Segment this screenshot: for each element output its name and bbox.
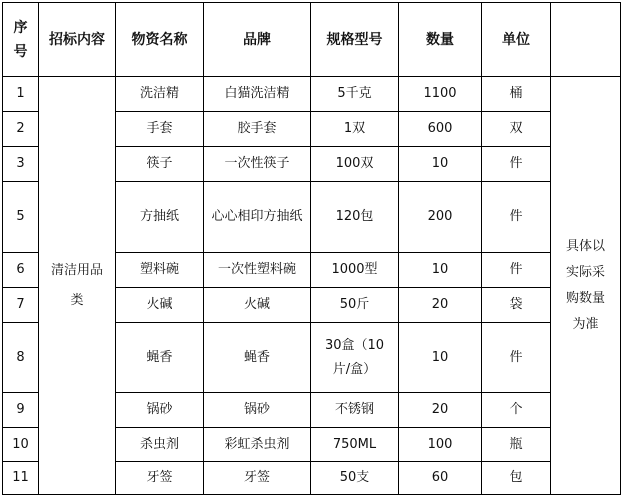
cell-unit: 双 [482, 112, 551, 147]
header-spec: 规格型号 [311, 3, 399, 77]
cell-brand: 胶手套 [204, 112, 311, 147]
cell-brand: 彩虹杀虫剂 [204, 428, 311, 462]
cell-unit: 件 [482, 147, 551, 182]
header-unit: 单位 [482, 3, 551, 77]
cell-unit: 件 [482, 182, 551, 253]
cell-spec: 750ML [311, 428, 399, 462]
cell-item: 塑料碗 [116, 253, 204, 288]
cell-qty: 200 [399, 182, 482, 253]
cell-qty: 10 [399, 323, 482, 393]
cell-seq: 8 [3, 323, 39, 393]
cell-spec: 30盒（10片/盒） [311, 323, 399, 393]
cell-item: 手套 [116, 112, 204, 147]
cell-qty: 600 [399, 112, 482, 147]
cell-seq: 2 [3, 112, 39, 147]
cell-brand: 锅砂 [204, 393, 311, 428]
cell-spec: 1000型 [311, 253, 399, 288]
cell-item: 蝇香 [116, 323, 204, 393]
cell-seq: 9 [3, 393, 39, 428]
cell-spec: 5千克 [311, 77, 399, 112]
cell-brand: 白猫洗洁精 [204, 77, 311, 112]
cell-seq: 3 [3, 147, 39, 182]
cell-seq: 1 [3, 77, 39, 112]
cell-brand: 心心相印方抽纸 [204, 182, 311, 253]
cell-qty: 1100 [399, 77, 482, 112]
cell-unit: 桶 [482, 77, 551, 112]
cell-qty: 20 [399, 288, 482, 323]
cell-brand: 牙签 [204, 462, 311, 495]
cell-brand: 蝇香 [204, 323, 311, 393]
cell-seq: 7 [3, 288, 39, 323]
cell-unit: 瓶 [482, 428, 551, 462]
cell-qty: 10 [399, 147, 482, 182]
header-brand: 品牌 [204, 3, 311, 77]
cell-qty: 10 [399, 253, 482, 288]
header-note [551, 3, 621, 77]
cell-spec: 120包 [311, 182, 399, 253]
header-item: 物资名称 [116, 3, 204, 77]
cell-spec: 50支 [311, 462, 399, 495]
cell-item: 牙签 [116, 462, 204, 495]
cell-item: 锅砂 [116, 393, 204, 428]
cell-seq: 6 [3, 253, 39, 288]
cell-qty: 100 [399, 428, 482, 462]
cell-qty: 20 [399, 393, 482, 428]
table-row [3, 77, 621, 112]
cell-unit: 件 [482, 323, 551, 393]
cell-unit: 包 [482, 462, 551, 495]
cell-seq: 5 [3, 182, 39, 253]
cell-seq: 11 [3, 462, 39, 495]
header-category: 招标内容 [39, 3, 116, 77]
cell-spec: 100双 [311, 147, 399, 182]
cell-item: 火碱 [116, 288, 204, 323]
cell-unit: 件 [482, 253, 551, 288]
header-seq: 序号 [3, 3, 39, 77]
cell-brand: 一次性筷子 [204, 147, 311, 182]
note-cell: 具体以实际采购数量为准 [551, 77, 621, 495]
cell-unit: 袋 [482, 288, 551, 323]
cell-brand: 火碱 [204, 288, 311, 323]
cell-spec: 不锈钢 [311, 393, 399, 428]
cell-brand: 一次性塑料碗 [204, 253, 311, 288]
cell-qty: 60 [399, 462, 482, 495]
procurement-table [2, 2, 621, 495]
cell-seq: 10 [3, 428, 39, 462]
cell-item: 方抽纸 [116, 182, 204, 253]
cell-item: 筷子 [116, 147, 204, 182]
header-qty: 数量 [399, 3, 482, 77]
category-cell: 清洁用品类 [39, 77, 116, 495]
cell-spec: 50斤 [311, 288, 399, 323]
cell-unit: 个 [482, 393, 551, 428]
header-row [3, 3, 621, 77]
cell-item: 杀虫剂 [116, 428, 204, 462]
cell-spec: 1双 [311, 112, 399, 147]
cell-item: 洗洁精 [116, 77, 204, 112]
